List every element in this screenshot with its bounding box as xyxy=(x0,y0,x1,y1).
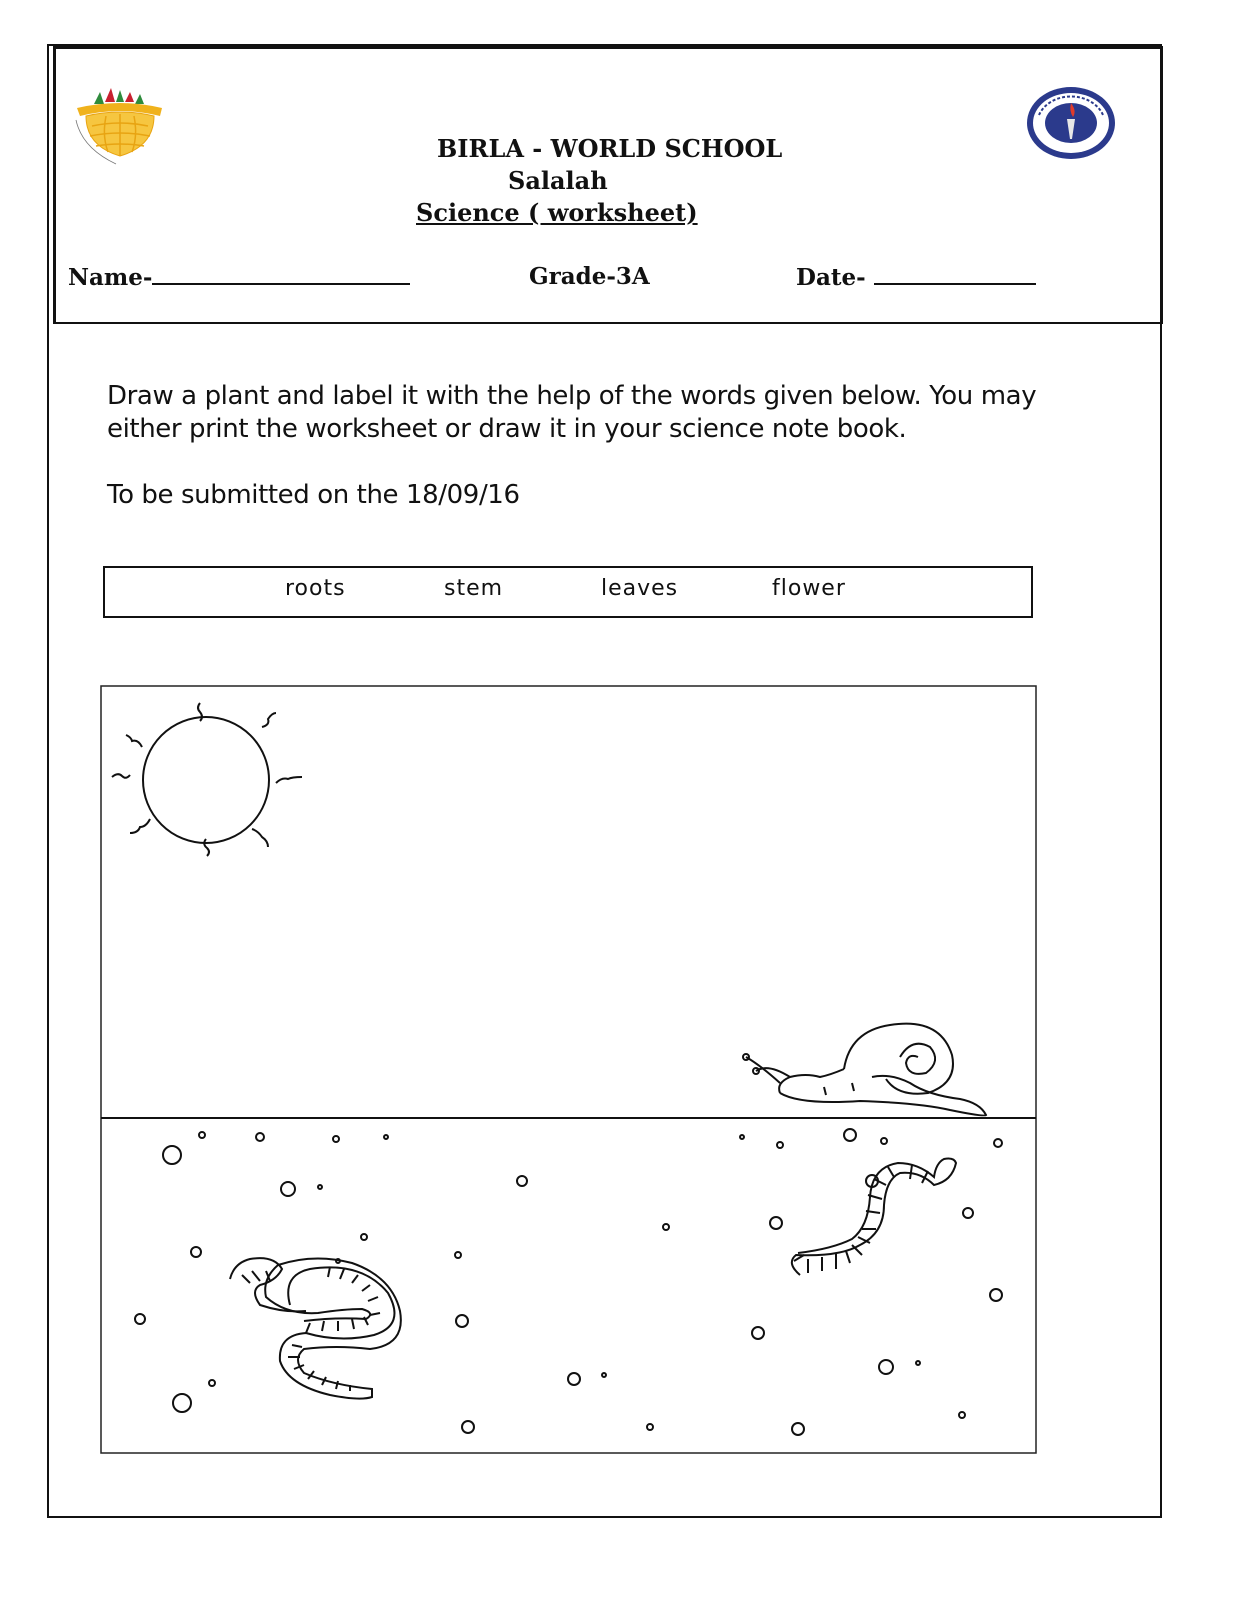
drawing-area[interactable] xyxy=(100,685,1037,1454)
deadline-text: To be submitted on the 18/09/16 xyxy=(107,480,520,510)
name-blank[interactable] xyxy=(152,263,410,285)
grade-label: Grade-3A xyxy=(529,263,650,290)
name-field[interactable] xyxy=(68,263,410,291)
date-label: Date- xyxy=(796,264,866,291)
school-name: BIRLA - WORLD SCHOOL xyxy=(437,134,783,163)
torch-seal-icon xyxy=(1025,85,1117,161)
name-label: Name- xyxy=(68,264,153,291)
date-field[interactable] xyxy=(796,263,1036,291)
worksheet-title: Science ( worksheet) xyxy=(416,198,698,227)
word-bank-box xyxy=(103,566,1033,618)
word-bank-item: stem xyxy=(444,576,504,601)
word-bank-item: flower xyxy=(772,576,846,601)
school-city: Salalah xyxy=(508,166,608,195)
word-bank-item: leaves xyxy=(601,576,679,601)
instruction-text: Draw a plant and label it with the help of the words given below. You may either print the worksheet or draw it in your science note book. xyxy=(107,381,1037,444)
word-bank-item: roots xyxy=(285,576,346,601)
date-blank[interactable] xyxy=(874,263,1036,285)
school-crest-icon xyxy=(72,86,168,166)
